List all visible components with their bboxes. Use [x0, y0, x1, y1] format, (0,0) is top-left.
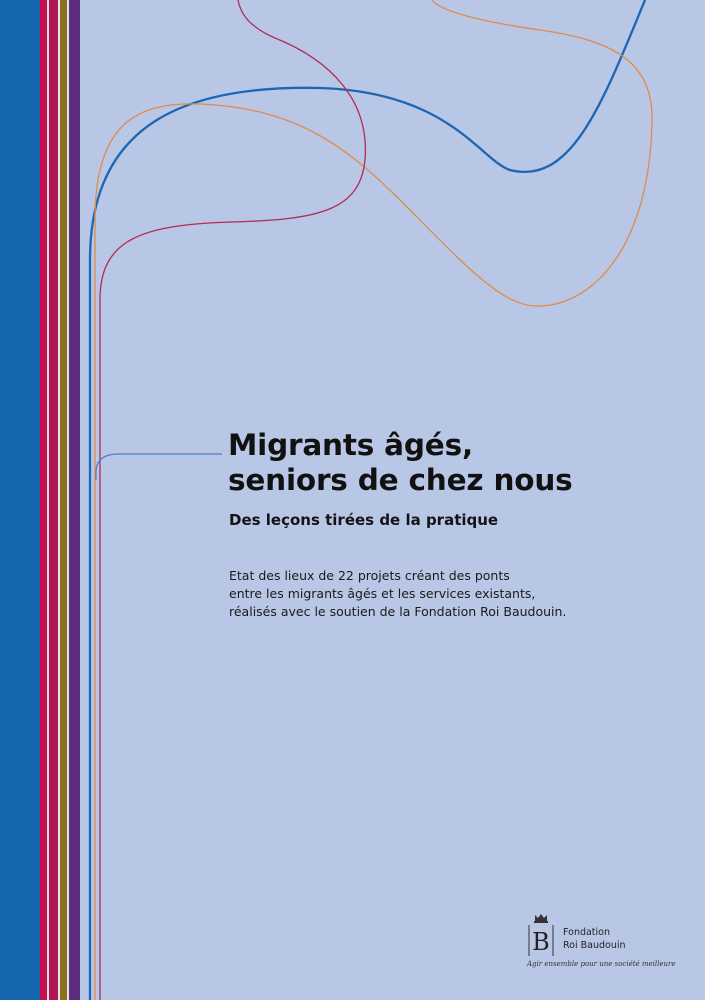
description-line-3: réalisés avec le soutien de la Fondation Roi Baudouin.: [229, 604, 567, 619]
cover-description: [229, 567, 566, 621]
cover-subtitle: Des leçons tirées de la pratique: [229, 511, 499, 529]
foundation-logo: [527, 912, 677, 976]
crown-icon: [527, 912, 555, 958]
logo-name-line-2: Roi Baudouin: [563, 940, 626, 951]
logo-name: [563, 926, 626, 952]
description-line-1: Etat des lieux de 22 projets créant des ponts: [229, 568, 510, 583]
description-line-2: entre les migrants âgés et les services existants,: [229, 586, 536, 601]
cover-title: [228, 428, 572, 498]
blue-curve: [90, 0, 645, 1000]
title-line-1: Migrants âgés,: [228, 428, 473, 462]
title-line-2: seniors de chez nous: [228, 463, 573, 497]
logo-tagline: Agir ensemble pour une société meilleure: [527, 960, 676, 968]
logo-letter: B: [532, 928, 550, 956]
crimson-curve: [100, 0, 365, 1000]
logo-name-line-1: Fondation: [563, 927, 611, 938]
thin-blue-line: [96, 454, 222, 480]
